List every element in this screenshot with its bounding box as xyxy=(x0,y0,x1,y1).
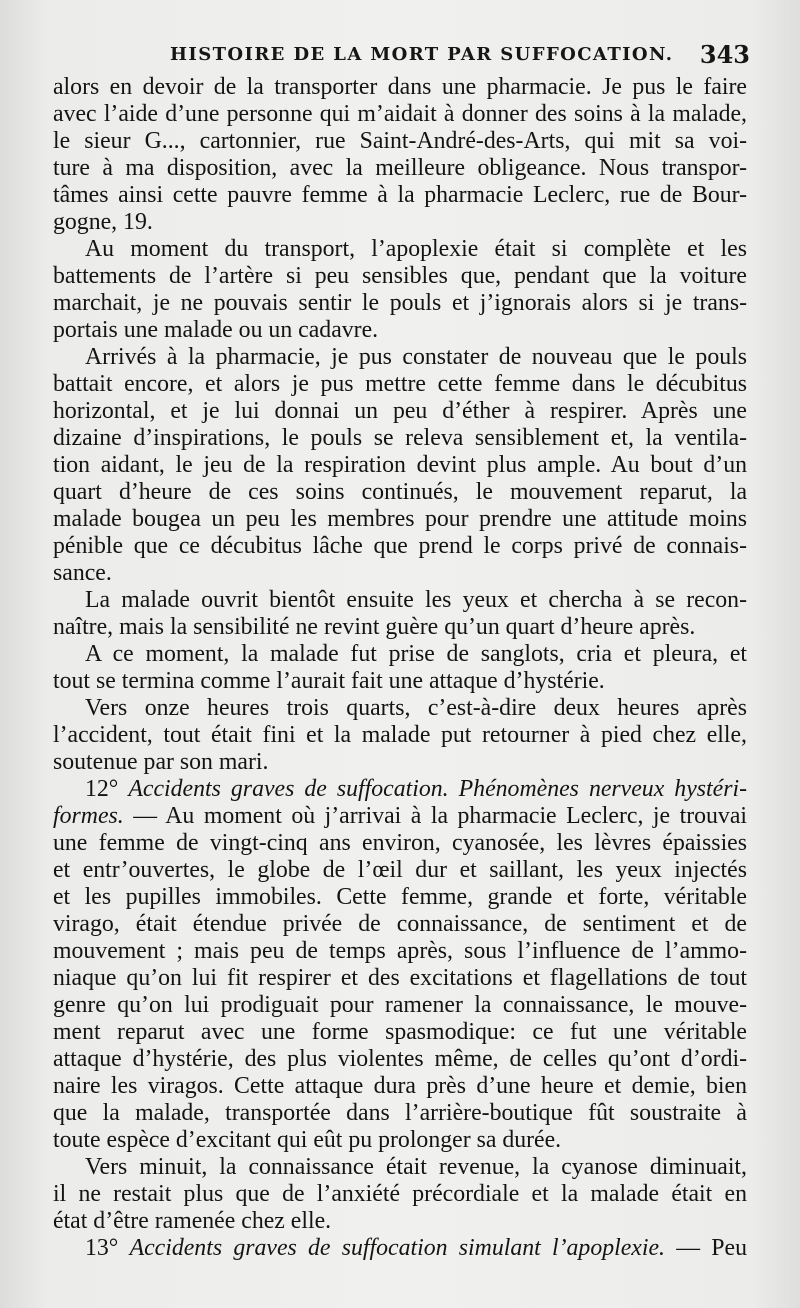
text-line xyxy=(53,776,747,803)
text-segment: A ce moment, la malade fut prise de sanglots, cria et pleura, et xyxy=(85,641,747,667)
text-line xyxy=(53,830,747,857)
text-segment: niaque qu’on lui fit respirer et des excitations et flagellations de tout xyxy=(53,965,747,991)
text-line xyxy=(53,803,747,830)
text-segment: portais une malade ou un cadavre. xyxy=(53,317,379,343)
text-line xyxy=(53,1073,747,1100)
text-line xyxy=(53,479,747,506)
text-line xyxy=(53,101,747,128)
text-line xyxy=(53,884,747,911)
text-segment: soutenue par son mari. xyxy=(53,749,269,775)
page-number: 343 xyxy=(699,40,750,69)
text-line xyxy=(53,209,747,236)
italic-text: formes. xyxy=(53,803,124,829)
text-line xyxy=(53,1019,747,1046)
text-segment: 13° xyxy=(85,1235,130,1261)
text-line xyxy=(53,560,747,587)
text-line xyxy=(53,857,747,884)
text-segment: quart d’heure de ces soins continués, le mouvement reparut, la xyxy=(53,479,747,505)
text-line xyxy=(53,533,747,560)
text-segment: ment reparut avec une forme spasmodique: ce fut une véritable xyxy=(53,1019,747,1045)
text-segment: tâmes ainsi cette pauvre femme à la pharmacie Leclerc, rue de Bour- xyxy=(53,182,747,208)
text-segment: état d’être ramenée chez elle. xyxy=(53,1208,332,1234)
text-segment: battait encore, et alors je pus mettre cette femme dans le décubitus xyxy=(53,371,747,397)
text-segment: Arrivés à la pharmacie, je pus constater de nouveau que le pouls xyxy=(85,344,747,370)
body-text xyxy=(53,74,747,1262)
text-line xyxy=(53,1235,747,1262)
text-line xyxy=(53,911,747,938)
text-segment: et les pupilles immobiles. Cette femme, grande et forte, véritable xyxy=(53,884,747,910)
text-segment: alors en devoir de la transporter dans une pharmacie. Je pus le faire xyxy=(53,74,747,100)
text-segment: attaque d’hystérie, des plus violentes même, de celles qu’ont d’ordi- xyxy=(53,1046,747,1072)
text-segment: virago, était étendue privée de connaissance, de sentiment et de xyxy=(53,911,747,937)
text-segment: Au moment du transport, l’apoplexie était si complète et les xyxy=(85,236,747,262)
text-segment: ture à ma disposition, avec la meilleure obligeance. Nous transpor- xyxy=(53,155,747,181)
text-line xyxy=(53,992,747,1019)
text-segment: mouvement ; mais peu de temps après, sous l’influence de l’ammo- xyxy=(53,938,747,964)
text-segment: l’accident, tout était fini et la malade put retourner à pied chez elle, xyxy=(53,722,747,748)
text-line xyxy=(53,263,747,290)
text-segment: malade bougea un peu les membres pour prendre une attitude moins xyxy=(53,506,747,532)
text-line xyxy=(53,506,747,533)
text-segment: avec l’aide d’une personne qui m’aidait à donner des soins à la malade, xyxy=(53,101,747,127)
text-line xyxy=(53,1181,747,1208)
text-line xyxy=(53,965,747,992)
text-segment: toute espèce d’excitant qui eût pu prolonger sa durée. xyxy=(53,1127,562,1153)
text-segment: que la malade, transportée dans l’arrière-boutique fût soustraite à xyxy=(53,1100,747,1126)
text-line xyxy=(53,1127,747,1154)
text-line xyxy=(53,722,747,749)
text-line xyxy=(53,236,747,263)
text-line xyxy=(53,155,747,182)
text-line xyxy=(53,641,747,668)
text-segment: Vers minuit, la connaissance était revenue, la cyanose diminuait, xyxy=(85,1154,747,1180)
text-line xyxy=(53,290,747,317)
text-segment: il ne restait plus que de l’anxiété précordiale et la malade était en xyxy=(53,1181,747,1207)
text-segment: et entr’ouvertes, le globe de l’œil dur et saillant, les yeux injectés xyxy=(53,857,747,883)
text-segment: tout se termina comme l’aurait fait une attaque d’hystérie. xyxy=(53,668,605,694)
text-segment: sance. xyxy=(53,560,112,586)
running-title: HISTOIRE DE LA MORT PAR SUFFOCATION. xyxy=(170,44,674,65)
text-line xyxy=(53,587,747,614)
text-line xyxy=(53,425,747,452)
text-segment: naire les viragos. Cette attaque dura près d’une heure et demie, bien xyxy=(53,1073,747,1099)
text-line xyxy=(53,1154,747,1181)
text-segment: La malade ouvrit bientôt ensuite les yeux et chercha à se recon- xyxy=(85,587,747,613)
text-line xyxy=(53,371,747,398)
text-line xyxy=(53,938,747,965)
text-segment: pénible que ce décubitus lâche que prend le corps privé de connais- xyxy=(53,533,747,559)
italic-text: Accidents graves de suffocation. Phénomènes nerveux hystéri- xyxy=(128,776,747,802)
text-segment: battements de l’artère si peu sensibles que, pendant que la voiture xyxy=(53,263,747,289)
text-line xyxy=(53,182,747,209)
text-segment: tion aidant, le jeu de la respiration devint plus ample. Au bout d’un xyxy=(53,452,747,478)
text-line xyxy=(53,614,747,641)
text-line xyxy=(53,74,747,101)
text-line xyxy=(53,1208,747,1235)
text-line xyxy=(53,128,747,155)
text-segment: — Au moment où j’arrivai à la pharmacie Leclerc, je trouvai xyxy=(123,803,747,829)
text-segment: Vers onze heures trois quarts, c’est-à-dire deux heures après xyxy=(85,695,747,721)
text-line xyxy=(53,695,747,722)
text-segment: 12° xyxy=(85,776,129,802)
text-line xyxy=(53,317,747,344)
text-segment: genre qu’on lui prodiguait pour ramener la connaissance, le mouve- xyxy=(53,992,747,1018)
text-segment: le sieur G..., cartonnier, rue Saint-André-des-Arts, qui mit sa voi- xyxy=(53,128,747,154)
text-segment: marchait, je ne pouvais sentir le pouls et j’ignorais alors si je trans- xyxy=(53,290,747,316)
text-segment: une femme de vingt-cinq ans environ, cyanosée, les lèvres épaissies xyxy=(53,830,747,856)
text-line xyxy=(53,398,747,425)
italic-text: Accidents graves de suffocation simulant l’apoplexie. xyxy=(129,1235,665,1261)
text-segment: — Peu xyxy=(664,1235,747,1261)
running-head xyxy=(60,38,750,72)
text-line xyxy=(53,344,747,371)
text-line xyxy=(53,749,747,776)
text-segment: dizaine d’inspirations, le pouls se releva sensiblement et, la ventila- xyxy=(53,425,747,451)
text-segment: naître, mais la sensibilité ne revint guère qu’un quart d’heure après. xyxy=(53,614,696,640)
text-segment: horizontal, et je lui donnai un peu d’éther à respirer. Après une xyxy=(53,398,747,424)
text-line xyxy=(53,1046,747,1073)
text-line xyxy=(53,668,747,695)
text-segment: gogne, 19. xyxy=(53,209,153,235)
text-line xyxy=(53,1100,747,1127)
text-line xyxy=(53,452,747,479)
